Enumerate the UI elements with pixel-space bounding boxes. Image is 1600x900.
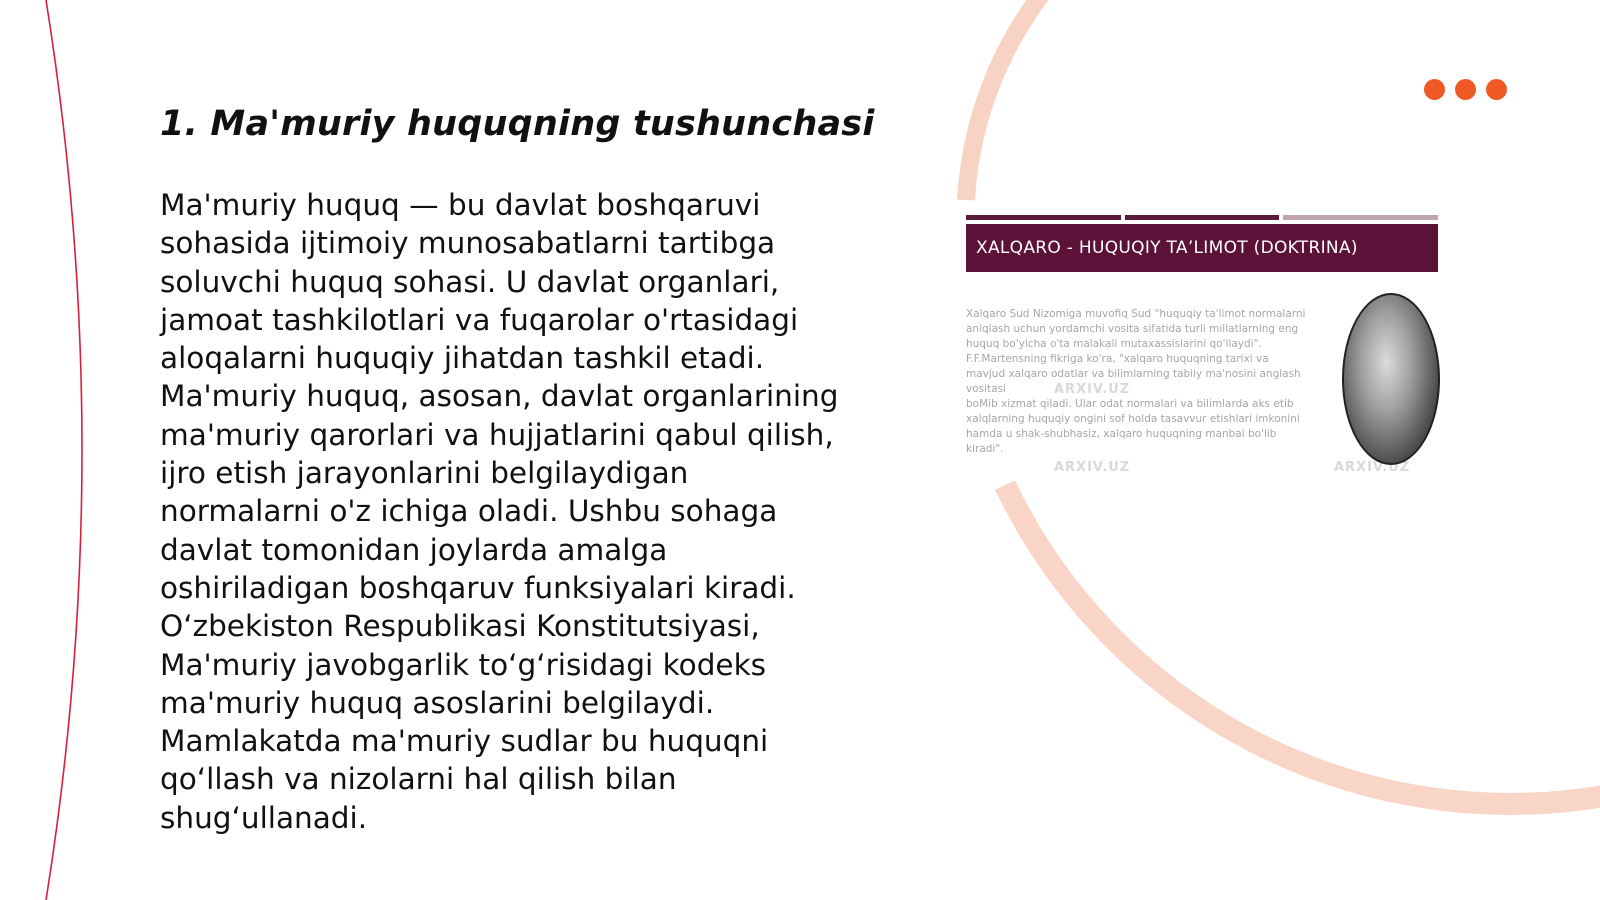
slide-title: 1. Ma'muriy huquqning tushunchasi — [160, 104, 875, 144]
left-curve-line — [46, 0, 82, 900]
background-arc-lower — [1005, 485, 1600, 804]
thumbnail-line: mavjud xalqaro odatlar va bilimlarning tabiiy ma'nosini anglash — [966, 368, 1301, 380]
dot — [1455, 79, 1476, 100]
thumbnail-text — [966, 307, 1358, 457]
thumbnail-line: kiradi". — [966, 443, 1004, 455]
background-arc — [966, 0, 1045, 200]
thumbnail-line: aniqlash uchun yordamchi vosita sifatida turli millatlarning eng — [966, 323, 1299, 335]
thumbnail-line: vositasi — [966, 383, 1006, 395]
thumbnail-line: boMib xizmat qiladi. Ular odat normalari va bilimlarda aks etib — [966, 398, 1294, 410]
dot — [1424, 79, 1445, 100]
watermark: ARXIV.UZ — [1334, 460, 1411, 475]
thumbnail-line: F.F.Martensning fikriga ko'ra, "xalqaro huquqning tarixi va — [966, 353, 1269, 365]
more-dots-icon — [1424, 79, 1507, 100]
thumbnail-line: xalqlarning huquqiy ongini sof holda tasavvur etishlari imkonini — [966, 413, 1300, 425]
dot — [1486, 79, 1507, 100]
thumbnail-banner: XALQARO - HUQUQIY TA’LIMOT (DOKTRINA) — [966, 224, 1438, 272]
thumbnail-line: huquq bo'yicha o'ta malakali mutaxassislarini qo'llaydi". — [966, 338, 1262, 350]
watermark: ARXIV.UZ — [1054, 460, 1131, 475]
slide-body-text: Ma'muriy huquq — bu davlat boshqaruvi sohasida ijtimoiy munosabatlarni tartibga soluvchi huquq sohasi. U davlat organlari, jamoat tashkilotlari va fuqarolar o'rtasidagi aloqalarni huquqiy jihatdan tashkil etadi. Ma'muriy huquq, asosan, davlat organlarining ma'muriy qarorlari va hujjatlarini qabul qilish, ijro etish jarayonlarini belgilaydigan normalarni o'z ichiga oladi. Ushbu sohaga davlat tomonidan joylarda amalga oshiriladigan boshqaruv funksiyalari kiradi. O‘zbekiston Respublikasi Konstitutsiyasi, Ma'muriy javobgarlik to‘g‘risidagi kodeks ma'muriy huquq asoslarini belgilaydi. Mamlakatda ma'muriy sudlar bu huquqni qo‘llash va nizolarni hal qilish bilan shug‘ullanadi. — [160, 188, 839, 835]
thumbnail-tabs — [966, 215, 1438, 220]
watermark: ARXIV.UZ — [1054, 382, 1131, 397]
portrait-image — [1342, 293, 1440, 465]
thumbnail-line: Xalqaro Sud Nizomiga muvofiq Sud "huquqiy ta'limot normalarni — [966, 308, 1306, 320]
embedded-slide-image — [966, 215, 1438, 485]
thumbnail-line: hamda u shak-shubhasiz, xalqaro huquqning manbai bo'lib — [966, 428, 1277, 440]
